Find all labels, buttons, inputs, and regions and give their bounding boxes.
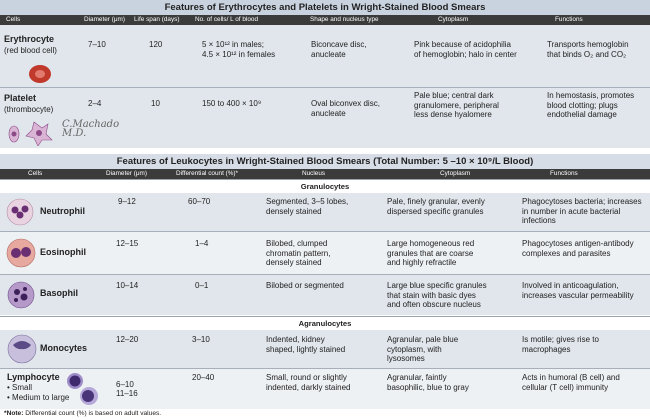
cell-nucleus: Bilobed, clumped chromatin pattern, densely stained xyxy=(266,239,331,267)
header-cytoplasm: Cytoplasm xyxy=(438,16,469,23)
cell-name: Platelet xyxy=(4,93,37,103)
erythrocyte-table-header xyxy=(0,15,650,25)
cell-name: Eosinophil xyxy=(40,247,86,257)
header-nucleus: Nucleus xyxy=(302,170,326,177)
leukocyte-table-header xyxy=(0,169,650,179)
table-row-erythrocyte xyxy=(0,25,650,87)
cell-cytoplasm: Pale, finely granular, evenly dispersed specific granules xyxy=(387,197,485,216)
cell-subtypes: • Small • Medium to large xyxy=(7,383,70,402)
header-functions: Functions xyxy=(555,16,583,23)
cell-name: Neutrophil xyxy=(40,206,85,216)
leukocyte-table-title: Features of Leukocytes in Wright-Stained Blood Smears (Total Number: 5 –10 × 10⁹/L Blood) xyxy=(0,154,650,169)
cell-alt-name: (red blood cell) xyxy=(4,46,57,55)
header-differential: Differential count (%)* xyxy=(176,170,239,177)
cell-count: 5 × 10¹² in males; 4.5 × 10¹² in females xyxy=(202,40,276,59)
cell-functions: Transports hemoglobin that binds O₂ and CO₂ xyxy=(547,40,629,59)
cell-diameter: 10–14 xyxy=(116,281,139,290)
cell-functions: Acts in humoral (B cell) and cellular (T cell) immunity xyxy=(522,373,620,392)
cell-cytoplasm: Pale blue; central dark granulomere, peripheral less dense hyalomere xyxy=(414,91,499,119)
cell-shape: Oval biconvex disc, anucleate xyxy=(311,99,380,118)
neutrophil-illustration xyxy=(5,197,35,227)
header-lifespan: Life span (days) xyxy=(134,16,180,23)
illustrator-signature: C.Machado M.D. xyxy=(62,119,120,139)
cell-alt-name: (thrombocyte) xyxy=(4,105,54,114)
cell-name: Basophil xyxy=(40,288,79,298)
erythrocyte-platelet-table-title: Features of Erythrocytes and Platelets in Wright-Stained Blood Smears xyxy=(0,0,650,15)
cell-diameter: 7–10 xyxy=(88,40,106,49)
header-cells: Cells xyxy=(6,16,21,23)
cell-functions: Phagocytoses bacteria; increases in number in acute bacterial infections xyxy=(522,197,642,225)
cell-diameter: 12–15 xyxy=(116,239,139,248)
cell-name: Erythrocyte xyxy=(4,34,55,44)
table-row-lymphocyte xyxy=(0,369,650,409)
monocyte-illustration xyxy=(5,333,39,365)
cell-functions: Is motile; gives rise to macrophages xyxy=(522,335,599,354)
cell-nucleus: Bilobed or segmented xyxy=(266,281,344,290)
cell-functions: In hemostasis, promotes blood clotting; plugs endothelial damage xyxy=(547,91,635,119)
cell-nucleus: Segmented, 3–5 lobes, densely stained xyxy=(266,197,349,216)
cell-cytoplasm: Large homogeneous red granules that are coarse and highly refractile xyxy=(387,239,475,267)
agranulocytes-section-label: Agranulocytes xyxy=(0,316,650,331)
header-functions: Functions xyxy=(550,170,578,177)
cell-diameter: 6–10 11–16 xyxy=(116,379,138,398)
cell-diameter: 9–12 xyxy=(118,197,136,206)
cell-functions: Phagocytoses antigen-antibody complexes and parasites xyxy=(522,239,634,258)
table-row-basophil xyxy=(0,275,650,315)
header-cells: Cells xyxy=(28,170,43,177)
cell-differential: 60–70 xyxy=(188,197,211,206)
cell-differential: 1–4 xyxy=(195,239,209,248)
cell-name: Monocytes xyxy=(40,343,88,353)
cell-functions: Involved in anticoagulation, increases vascular permeability xyxy=(522,281,634,300)
header-count: No. of cells/ L of blood xyxy=(195,16,258,23)
cell-diameter: 2–4 xyxy=(88,99,102,108)
cell-cytoplasm: Agranular, faintly basophilic, blue to gray xyxy=(387,373,469,392)
cell-cytoplasm: Agranular, pale blue cytoplasm, with lysosomes xyxy=(387,335,459,363)
cell-differential: 0–1 xyxy=(195,281,209,290)
table-row-monocytes xyxy=(0,330,650,368)
footnote xyxy=(4,410,161,417)
cell-lifespan: 10 xyxy=(151,99,160,108)
cell-cytoplasm: Large blue specific granules that stain with basic dyes and often obscure nucleus xyxy=(387,281,487,309)
basophil-illustration xyxy=(5,279,37,311)
cell-name: Lymphocyte xyxy=(7,372,60,382)
footnote-label: *Note: xyxy=(4,410,24,417)
granulocytes-section-label: Granulocytes xyxy=(0,179,650,194)
header-cytoplasm: Cytoplasm xyxy=(440,170,471,177)
cell-nucleus: Small, round or slightly indented, darkly stained xyxy=(266,373,351,392)
eosinophil-illustration xyxy=(5,237,37,269)
cell-shape: Biconcave disc, anucleate xyxy=(311,40,367,59)
cell-count: 150 to 400 × 10⁹ xyxy=(202,99,262,108)
header-diameter: Diameter (μm) xyxy=(84,16,125,23)
cell-lifespan: 120 xyxy=(149,40,163,49)
cell-differential: 3–10 xyxy=(192,335,210,344)
table-row-neutrophil xyxy=(0,193,650,231)
cell-diameter: 12–20 xyxy=(116,335,139,344)
header-diameter: Diameter (μm) xyxy=(106,170,147,177)
erythrocyte-illustration xyxy=(24,63,56,85)
cell-differential: 20–40 xyxy=(192,373,215,382)
table-row-eosinophil xyxy=(0,232,650,274)
header-shape: Shape and nucleus type xyxy=(310,16,379,23)
cell-cytoplasm: Pink because of acidophilia of hemoglobin; halo in center xyxy=(414,40,517,59)
table-row-platelet xyxy=(0,88,650,148)
cell-nucleus: Indented, kidney shaped, lightly stained xyxy=(266,335,346,354)
platelet-illustration xyxy=(4,116,58,146)
large-lymphocyte-illustration xyxy=(78,386,100,406)
footnote-text: Differential count (%) is based on adult values. xyxy=(23,410,162,417)
